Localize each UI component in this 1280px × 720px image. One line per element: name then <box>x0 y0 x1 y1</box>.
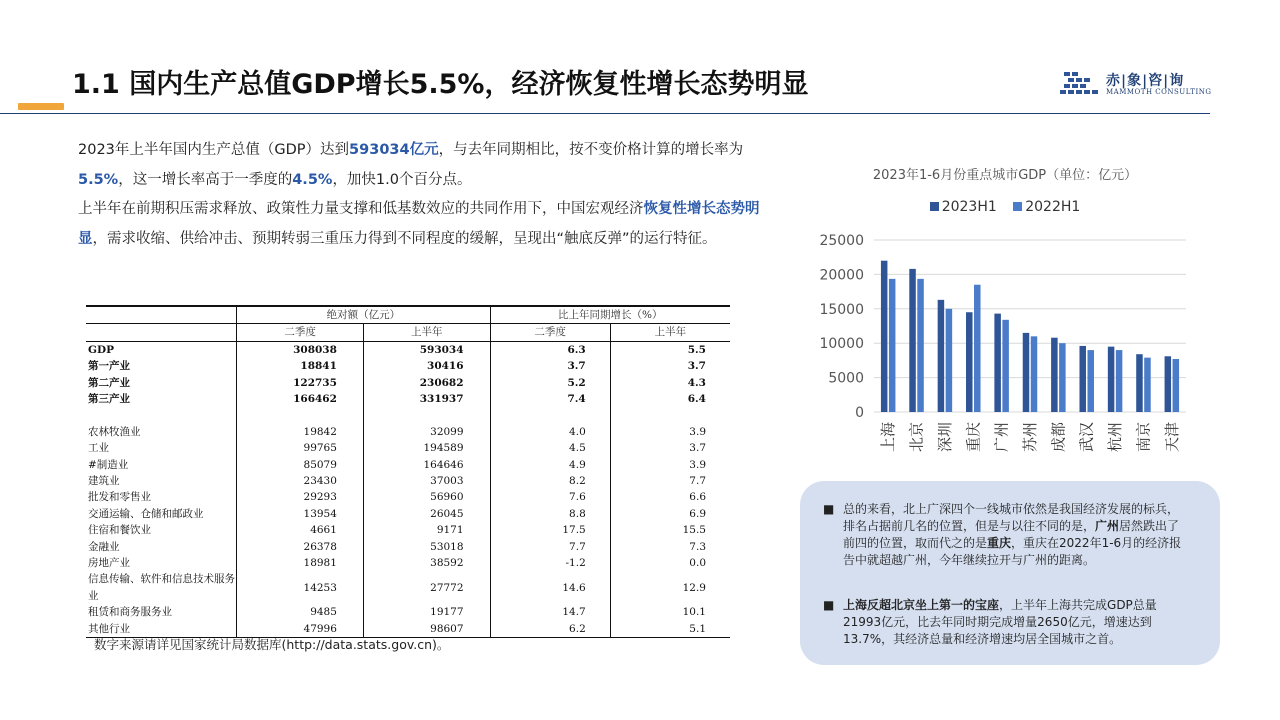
intro-text <box>78 136 784 254</box>
table-sub-header: 上半年 <box>610 324 730 341</box>
table-row <box>86 571 730 604</box>
bar-2023h1 <box>881 261 888 412</box>
bar-2022h1 <box>946 309 953 412</box>
table-spacer-row <box>86 407 730 423</box>
table-cell: 18841 <box>237 358 364 374</box>
table-row <box>86 555 730 571</box>
table-cell: 7.7 <box>610 473 730 489</box>
table-sub-header-row <box>86 324 730 341</box>
x-tick-label: 成都 <box>1049 422 1068 453</box>
table-cell: 6.3 <box>490 341 610 358</box>
legend-item-2022h1 <box>1013 199 1080 215</box>
table-cell: 53018 <box>363 539 490 555</box>
table-row <box>86 424 730 440</box>
note-text <box>843 597 1183 648</box>
y-tick-label: 10000 <box>819 336 864 353</box>
title-accent-bar <box>18 103 64 110</box>
table-cell: 17.5 <box>490 522 610 538</box>
table-row-label: 金融业 <box>88 540 120 553</box>
table-cell: 4661 <box>237 522 364 538</box>
gdp-total-highlight: 593034亿元 <box>349 142 439 158</box>
table-sub-header: 二季度 <box>237 324 364 341</box>
table-cell: 98607 <box>363 621 490 638</box>
y-tick-label: 0 <box>855 405 864 421</box>
table-cell: 4.3 <box>610 375 730 391</box>
legend-swatch <box>1013 202 1022 211</box>
table-group-header-row <box>86 306 730 324</box>
data-source-note: 数字来源请详见国家统计局数据库(http://data.stats.gov.cn)。 <box>94 637 450 652</box>
table-cell: 5.1 <box>610 621 730 638</box>
chart-title: 2023年1-6月份重点城市GDP（单位：亿元） <box>872 168 1138 183</box>
table-row <box>86 539 730 555</box>
table-row-label: 第二产业 <box>88 376 130 389</box>
table-cell: 8.8 <box>490 506 610 522</box>
intro-paragraph-2 <box>78 195 784 254</box>
bar-2023h1 <box>966 312 973 412</box>
note-text <box>843 501 1183 569</box>
note-emphasis: 上海反超北京坐上第一的宝座 <box>843 598 1000 612</box>
y-tick-label: 25000 <box>819 233 864 249</box>
square-bullet-icon: ■ <box>823 598 835 612</box>
bar-2023h1 <box>1051 338 1058 412</box>
table-cell: 3.7 <box>610 358 730 374</box>
y-tick-label: 20000 <box>819 267 864 284</box>
gdp-table <box>86 305 730 638</box>
table-row <box>86 522 730 538</box>
bar-2022h1 <box>917 279 924 412</box>
x-tick-label: 重庆 <box>964 422 983 453</box>
table-cell: 27772 <box>363 571 490 604</box>
table-row-label: 建筑业 <box>88 475 120 488</box>
growth-rate-highlight: 5.5% <box>78 171 119 188</box>
table-cell: 14253 <box>237 571 364 604</box>
bar-2022h1 <box>1031 336 1038 412</box>
table-corner-cell <box>86 324 237 341</box>
bar-2022h1 <box>889 279 896 412</box>
table-cell: 26045 <box>363 506 490 522</box>
table-cell: 194589 <box>363 440 490 456</box>
intro-text-span: 上半年在前期积压需求释放、政策性力量支撑和低基数效应的共同作用下，中国宏观经济 <box>78 201 644 217</box>
intro-text-span: ，需求收缩、供给冲击、预期转弱三重压力得到不同程度的缓解，呈现出“触底反弹”的运行特征。 <box>92 230 717 247</box>
table-cell: 7.4 <box>490 391 610 407</box>
table-cell: 26378 <box>237 539 364 555</box>
title-underline <box>0 113 1210 114</box>
table-cell: 3.7 <box>490 358 610 374</box>
table-cell: 5.5 <box>610 341 730 358</box>
y-tick-label: 5000 <box>828 370 864 387</box>
intro-paragraph-1 <box>78 136 784 195</box>
table-row <box>86 358 730 374</box>
table-cell: 308038 <box>237 341 364 358</box>
table-row <box>86 391 730 407</box>
bar-2022h1 <box>974 285 981 412</box>
table-row-label: 交通运输、仓储和邮政业 <box>88 507 204 520</box>
table-cell: 5.2 <box>490 375 610 391</box>
table-cell: 7.6 <box>490 489 610 505</box>
bar-2023h1 <box>1023 333 1030 412</box>
table-cell: 56960 <box>363 489 490 505</box>
table-cell: 10.1 <box>610 604 730 620</box>
table-cell: -1.2 <box>490 555 610 571</box>
city-gdp-bar-chart <box>812 228 1202 468</box>
table-cell: 122735 <box>237 375 364 391</box>
bar-2023h1 <box>938 300 945 412</box>
table-cell: 230682 <box>363 375 490 391</box>
intro-text-span: ，与去年同期相比，按不变价格计算的增长率为 <box>438 142 744 158</box>
table-cell: 3.9 <box>610 457 730 473</box>
x-tick-label: 北京 <box>907 422 926 453</box>
table-sub-header: 上半年 <box>363 324 490 341</box>
bar-2022h1 <box>1173 359 1180 412</box>
y-tick-label: 15000 <box>819 301 864 318</box>
note-item-2 <box>823 597 1183 648</box>
table-row-label: GDP <box>88 343 114 356</box>
table-cell: 4.5 <box>490 440 610 456</box>
table-cell: 19177 <box>363 604 490 620</box>
square-bullet-icon: ■ <box>823 502 835 516</box>
table-cell: 4.0 <box>490 424 610 440</box>
bar-2023h1 <box>994 314 1001 412</box>
table-row-label: 第一产业 <box>88 360 130 373</box>
bar-2023h1 <box>1136 354 1143 412</box>
table-row-label: 房地产业 <box>88 557 130 570</box>
table-row <box>86 489 730 505</box>
note-text-span: 居然跌出了前四的位置，取而代之的是 <box>843 519 1180 550</box>
note-text-span: ，重庆在2022年1-6月的经济报告中就超越广州，今年继续拉开与广州的距离。 <box>843 536 1182 567</box>
q1-rate-highlight: 4.5% <box>292 171 333 188</box>
table-cell: 18981 <box>237 555 364 571</box>
table-cell: 85079 <box>237 457 364 473</box>
table-cell: 29293 <box>237 489 364 505</box>
note-emphasis: 重庆 <box>987 536 1012 550</box>
gdp-table-container <box>86 305 730 638</box>
logo-english-name: MAMMOTH CONSULTING <box>1106 88 1212 96</box>
x-tick-label: 南京 <box>1134 422 1153 453</box>
table-sub-header: 二季度 <box>490 324 610 341</box>
table-row-label: 批发和零售业 <box>88 491 151 504</box>
bar-2023h1 <box>1165 356 1172 412</box>
table-row <box>86 375 730 391</box>
table-row <box>86 457 730 473</box>
table-cell: 99765 <box>237 440 364 456</box>
table-cell: 593034 <box>363 341 490 358</box>
table-cell: 166462 <box>237 391 364 407</box>
mammoth-logo-icon <box>1060 70 1102 100</box>
recovery-highlight: 恢复性增长态势明显 <box>78 201 760 247</box>
legend-item-2023h1 <box>930 199 997 215</box>
table-cell: 19842 <box>237 424 364 440</box>
x-tick-label: 上海 <box>879 422 898 453</box>
table-cell: 30416 <box>363 358 490 374</box>
intro-text-span: ，加快1.0个百分点。 <box>332 171 472 188</box>
table-cell: 0.0 <box>610 555 730 571</box>
table-cell: 7.7 <box>490 539 610 555</box>
table-cell: 6.6 <box>610 489 730 505</box>
table-group-header: 比上年同期增长（%） <box>490 306 730 324</box>
table-spacer-cell <box>363 407 490 423</box>
table-cell: 3.7 <box>610 440 730 456</box>
note-text-span: ，上半年上海共完成GDP总量21993亿元，比去年同时期完成增量2650亿元，增速达到13.7%，其经济总量和经济增速均居全国城市之首。 <box>843 598 1157 646</box>
table-cell: 164646 <box>363 457 490 473</box>
table-corner-cell <box>86 306 237 324</box>
table-row-label: 信息传输、软件和信息技术服务业 <box>88 573 235 602</box>
table-row-label: 农林牧渔业 <box>88 425 141 438</box>
table-cell: 6.2 <box>490 621 610 638</box>
note-emphasis: 广州 <box>1095 519 1120 533</box>
logo-chinese-name: 赤|象|咨|询 <box>1106 73 1185 89</box>
x-tick-label: 武汉 <box>1077 422 1096 453</box>
legend-swatch <box>930 202 939 211</box>
table-group-header: 绝对额（亿元） <box>237 306 490 324</box>
bar-2022h1 <box>1002 320 1009 412</box>
intro-text-span: ，这一增长率高于一季度的 <box>118 171 293 188</box>
table-cell: 38592 <box>363 555 490 571</box>
table-spacer-cell <box>86 407 237 423</box>
table-cell: 15.5 <box>610 522 730 538</box>
x-tick-label: 深圳 <box>935 422 954 453</box>
table-cell: 37003 <box>363 473 490 489</box>
table-cell: 6.4 <box>610 391 730 407</box>
table-spacer-cell <box>490 407 610 423</box>
table-row-label: 租赁和商务服务业 <box>88 606 172 619</box>
bar-2022h1 <box>1059 343 1066 412</box>
table-cell: 13954 <box>237 506 364 522</box>
note-text-span: 总的来看，北上广深四个一线城市依然是我国经济发展的标兵，排名占据前几名的位置，但是与以往不同的是， <box>843 502 1180 533</box>
bar-2022h1 <box>1087 350 1094 412</box>
intro-text-span: 2023年上半年国内生产总值（GDP）达到 <box>78 142 350 158</box>
table-row <box>86 473 730 489</box>
table-cell: 9485 <box>237 604 364 620</box>
page-title: 1.1 国内生产总值GDP增长5.5%，经济恢复性增长态势明显 <box>72 69 809 100</box>
x-tick-label: 杭州 <box>1106 422 1125 453</box>
table-row-label: 其他行业 <box>86 621 237 638</box>
table-row-label: 工业 <box>88 442 109 455</box>
legend-label: 2022H1 <box>1025 199 1081 215</box>
company-logo <box>1060 70 1210 100</box>
table-spacer-cell <box>610 407 730 423</box>
table-cell: 23430 <box>237 473 364 489</box>
table-cell: 4.9 <box>490 457 610 473</box>
bar-2023h1 <box>909 269 916 412</box>
table-cell: 47996 <box>237 621 364 638</box>
bar-2023h1 <box>1079 346 1086 412</box>
table-row <box>86 506 730 522</box>
table-cell: 32099 <box>363 424 490 440</box>
table-row-label: 住宿和餐饮业 <box>88 524 151 537</box>
table-row <box>86 440 730 456</box>
table-row-label: #制造业 <box>88 458 129 471</box>
table-cell: 331937 <box>363 391 490 407</box>
bar-2023h1 <box>1108 347 1115 412</box>
note-item-1 <box>823 501 1183 569</box>
table-body <box>86 341 730 637</box>
x-tick-label: 苏州 <box>1021 422 1039 453</box>
table-spacer-cell <box>237 407 364 423</box>
table-cell: 14.7 <box>490 604 610 620</box>
table-cell: 7.3 <box>610 539 730 555</box>
table-cell: 6.9 <box>610 506 730 522</box>
table-cell: 9171 <box>363 522 490 538</box>
x-tick-label: 天津 <box>1162 422 1181 453</box>
chart-legend <box>820 199 1190 215</box>
legend-label: 2023H1 <box>941 199 997 215</box>
analysis-note-box <box>800 481 1220 665</box>
x-tick-label: 广州 <box>992 422 1011 453</box>
table-row <box>86 341 730 358</box>
table-row <box>86 604 730 620</box>
table-cell: 14.6 <box>490 571 610 604</box>
table-cell: 8.2 <box>490 473 610 489</box>
table-row-label: 第三产业 <box>88 393 130 406</box>
bar-2022h1 <box>1116 350 1123 412</box>
bar-2022h1 <box>1144 358 1151 412</box>
table-cell: 3.9 <box>610 424 730 440</box>
table-cell: 12.9 <box>610 571 730 604</box>
